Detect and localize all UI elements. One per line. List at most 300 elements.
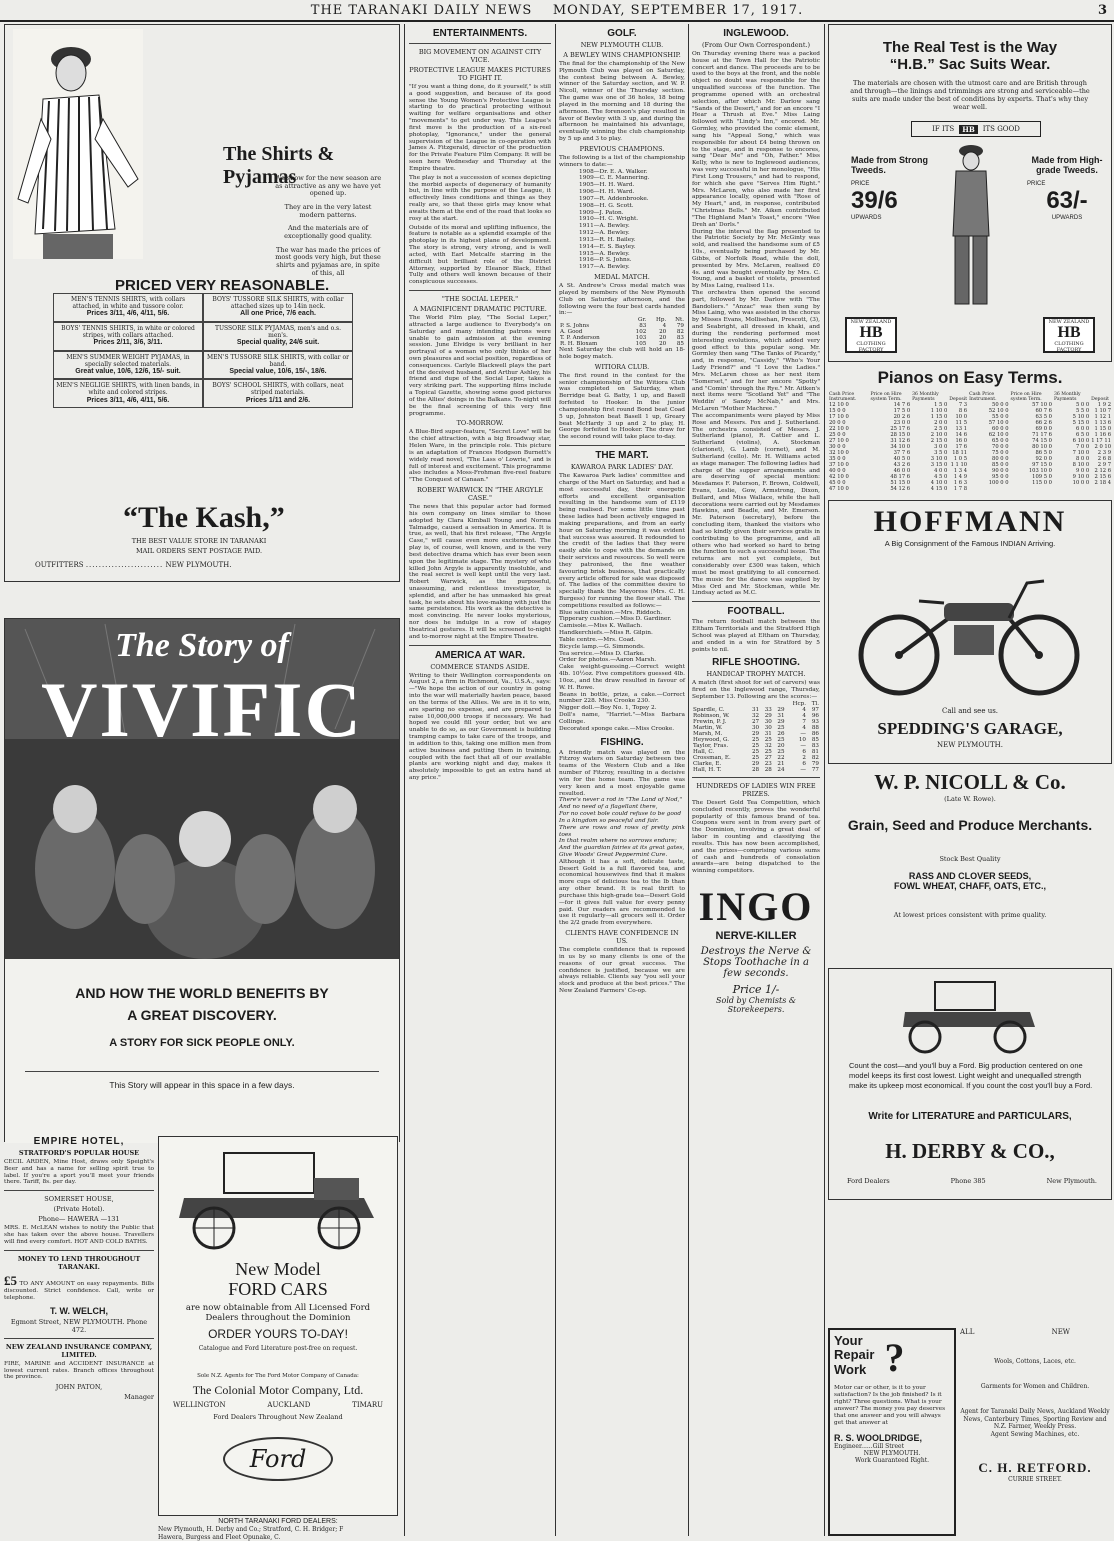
ent-para-2: The play is not a succession of scenes depicting the morbid aspects of degeneracy of humanity but, in line with the purpose of the League, it effectively lines conditions and things as they really are, so that these girls may know what awaits them at the end of the road that looks so rosy at the start. — [409, 174, 551, 222]
table-cell: 17 6 — [955, 444, 968, 450]
table-cell: 3 5 0 — [934, 450, 948, 456]
table-cell: 6 10 0 — [1072, 438, 1090, 444]
inglewood-title: INGLEWOOD. — [723, 28, 789, 39]
ladies-prizes-para: The Desert Gold Tea Competition, which concluded recently, proves the wonderful popularity of this famous brand of tea. Coupons were sent in from every part of the Dominion, involving a great deal of labor in counting and classifying the results. This has now been accomplished, and the prizes—comprising various sums of cash and hundreds of consolation awards—are being dispatched to the winning competitors. — [692, 799, 820, 875]
table-cell: 26 — [777, 730, 785, 737]
ent-heading-4: A MAGNIFICENT DRAMATIC PICTURE. — [413, 305, 547, 314]
table-cell: 28 15 0 — [890, 432, 911, 438]
inglewood-para-1: On Thursday evening there was a packed house at the Town Hall for the Patriotic concert and dance. The proceeds are to be used to the boys at the front, and the noble object no doubt was responsible for the unqualified success of the function. The programme opened with an orchestral selection, after which Mr. Darlow sang "Sands of the Desert," and for an encore "I Hear a Thrush at Eve." Miss Laing followed with "Lindy's Inn," encored. Mr. Gormley, who provided the comic element, sang his "Appeal Song," which was responsible for about £4 being thrown on to the stage, and in response to encores, sang "Dear Me" and "Oh, Father." Miss Kelly, who is new to Inglewood audiences, was very successful in her monologue, "His First Long Trousers," and had to respond, for which she gave "Serves Him Right." Mrs. McLaren, who also made her first appearance locally, opened with "Rose of My Heart," and, in response, contributed "Christmas Bells." Mr. Aiken contributed "The Highland Man's Toast," encore "Wee Dreh an' Dorls." — [692, 51, 820, 228]
suited-man-illustration — [941, 141, 1001, 311]
hb-badge-right — [1043, 317, 1095, 353]
table-cell: 17 5 0 — [893, 408, 911, 414]
nicoll-title: W. P. NICOLL & Co. — [874, 770, 1066, 794]
table-cell: Clarke, E. — [693, 760, 722, 767]
kash-item — [53, 293, 203, 322]
table-cell: 5 15 0 — [1072, 420, 1090, 426]
table-cell: 4 — [662, 323, 667, 330]
table-cell: 6 — [802, 760, 806, 767]
table-cell: Spardle, C. — [693, 706, 725, 713]
table-cell: 100 0 0 — [988, 480, 1009, 486]
table-cell: 80 0 0 — [992, 456, 1009, 462]
derby-dealers: Ford Dealers — [847, 1177, 890, 1185]
table-cell: 27 — [751, 718, 760, 725]
champion-entry: 1912—A. Bewley. — [579, 230, 630, 237]
item-price: Great value, 10/6, 12/6, 15/- suit. — [75, 367, 181, 375]
hb-right-price-label: PRICE — [1027, 181, 1046, 187]
retford-ad — [960, 1328, 1110, 1536]
table-cell: 31 12 6 — [890, 438, 911, 444]
ford-dealers — [158, 1518, 398, 1541]
item-desc: MEN'S SUMMER WEIGHT PYJAMAS, in specially selected materials. — [66, 353, 190, 368]
ent-heading-3: "THE SOCIAL LEPER." — [441, 295, 519, 304]
kash-footer: OUTFITTERS ........................ NEW PLYMOUTH. — [35, 561, 232, 569]
kash-item — [203, 351, 353, 380]
repair-ad — [828, 1328, 956, 1536]
retford-name: C. H. RETFORD. — [978, 1459, 1092, 1475]
table-cell: 2 12 6 — [1094, 468, 1111, 474]
derby-body: Count the cost—and you'll buy a Ford. Big production centered on one model keeps its first cost lowest. Light weight and unequalled strength make its upkeep most economical. If you count the cost you'll buy a Ford. — [849, 1061, 1093, 1090]
table-cell: 25 — [777, 724, 785, 731]
table-cell: 25 — [751, 736, 760, 743]
football-para: The return football match between the Eltham Territorials and the Stratford High School was played at Eltham on Thursday, and ended in a win for Stratford by 5 points to nil. — [692, 619, 820, 653]
kash-intro-4: The war has made the prices of most goods very high, but these shirts and pyjamas are, in spite of this, all — [275, 245, 381, 277]
ent-para-1: "If you want a thing done, do it yourself," is still a good suggestion, and because of its good sense the Young Women's Protective League is starting to do practical protecting without waiting for welfare organisations and other "movements" to get under way. This League's first move is the production of a six-reel photoplay, "Ignorance," under the general supervision of the League in co-operation with James A. Fitzgerald, director of the production for the Private Feature Film Company. It will be seen here Wednesday and Thursday at the Empire theatre. — [409, 84, 551, 172]
table-cell: 40 5 0 — [893, 456, 911, 462]
clients-heading: CLIENTS HAVE CONFIDENCE IN US. — [565, 929, 679, 946]
derby-ford-ad — [828, 968, 1112, 1200]
divider — [409, 43, 551, 44]
table-cell: 1 13 6 — [1094, 420, 1111, 426]
table-cell: 27 10 0 — [829, 438, 849, 444]
ford-car-illustration — [164, 1143, 394, 1253]
table-cell: 69 0 0 — [1035, 426, 1052, 432]
table-cell: 31 — [764, 730, 772, 737]
table-header-cell: 36 Monthly Payments — [1053, 392, 1081, 402]
derby-name: H. DERBY & CO., — [885, 1139, 1055, 1163]
table-cell: Taylor, Fras. — [693, 742, 729, 749]
poem-line: There are rows and rows of pretty pink toes — [559, 824, 685, 838]
derby-write: Write for LITERATURE and PARTICULARS, — [868, 1111, 1072, 1122]
ford-company: The Colonial Motor Company, Ltd. — [192, 1383, 364, 1397]
divider — [559, 445, 685, 446]
somerset-phone: Phone— HAWERA —131 — [38, 1215, 120, 1224]
kash-town: NEW PLYMOUTH. — [165, 561, 232, 569]
table-cell: — — [800, 730, 806, 737]
ladies-prizes-heading: HUNDREDS OF LADIES WIN FREE PRIZES. — [696, 781, 816, 798]
hb-badge-top: NEW ZEALAND — [850, 319, 892, 325]
nicoll-sub: (Late W. Rowe). — [944, 795, 996, 803]
piano-row — [828, 486, 1112, 492]
table-cell: 23 0 0 — [893, 420, 911, 426]
table-cell: 1 1 10 — [950, 462, 968, 468]
divider — [4, 1250, 154, 1251]
inglewood-para-4: The accompaniments were played by Miss Rose and Messrs. Fox and J. Sutherland. The orchestra consisted of Messrs. J. Sutherland (piano), R. Cattier and L. Sutherland (violins), A. Stockman (clarionet), G. Lamb (cornet), and M. Sutherland (cello). Mr. H. Williams acted as stage manager. The following ladies had charge of the supper arrangements and are deserving of special mention: Mesdames F. Paterson, F. Brown, Coldwell, Evans, Leslie, Gow, Armstrong, Dixon, Bullard, and Miss Wallace, while the hall decorations were carried out by Mesdames Hawkins, and Beadle, and Mr. Emerson. Mr. Paterson (secretary), before the concluding item, thanked the visitors who had so kindly given their services gratis in contributing to the programme, and all others who had worked so hard to bring the function to such a successful issue. The returns are not yet complete, but considerably over £300 was taken, which must be most gratifying to all concerned. The music for the dance was supplied by Miss Ord and Mr. Stockman, while Mr. Lindsay acted as M.C. — [692, 412, 820, 597]
golf-medal-heading: MEDAL MATCH. — [594, 273, 650, 282]
motorcycle-illustration — [849, 563, 1089, 703]
divider — [4, 1190, 154, 1191]
ford-l3: are now obtainable from All Licensed Ford Dealers throughout the Dominion — [185, 1303, 371, 1323]
nicoll-line-2: FOWL WHEAT, CHAFF, OATS, ETC., — [894, 881, 1046, 891]
golf-para-3: A St. Andrew's Cross medal match was played by members of the New Plymouth Club on Saturday afternoon, and the following were the four best cards handed in:— — [559, 283, 685, 317]
mart-para-2: Although it has a soft, delicate taste, Desert Gold is a full flavored tea, and economical housewives find that it makes more cups of delicious tea to the lb than any other brand. It is real thrift to purchase this high-grade tea—Desert Gold—for it gives full value for every penny paid. Our readers are recommended to use it regularly—all grocers sell it. Order the 2/2 grade from everywhere. — [559, 858, 685, 927]
item-desc: BOYS' TUSSORE SILK SHIRTS, with collar attached sizes up to 14in neck. — [212, 296, 344, 311]
table-cell: 10 0 — [955, 414, 968, 420]
table-cell: 52 10 0 — [988, 408, 1009, 414]
champion-entry: 1910—H. C. Wright. — [579, 216, 639, 223]
table-cell: 37 7 6 — [893, 450, 911, 456]
money-amount: £5 — [4, 1272, 17, 1288]
ent-heading-2: PROTECTIVE LEAGUE MAKES PICTURES TO FIGHT IT. — [409, 66, 551, 82]
derby-town: New Plymouth. — [1046, 1177, 1097, 1185]
table-cell: 34 10 0 — [890, 444, 911, 450]
poem-line: In that realm where no sorrows endure; — [559, 838, 677, 845]
table-cell: 54 12 6 — [890, 486, 911, 492]
score-row — [692, 737, 820, 743]
ford-dealers-title: NORTH TARANAKI FORD DEALERS: — [218, 1518, 338, 1525]
table-cell: 1 3 4 — [953, 468, 968, 474]
retford-line-4: Agent Sewing Machines, etc. — [990, 1430, 1080, 1438]
table-cell: 65 0 0 — [992, 438, 1009, 444]
table-cell: 11 5 — [955, 420, 968, 426]
hb-right-block — [1027, 155, 1107, 221]
table-header-cell: Price on Hire system Term. — [1010, 392, 1042, 402]
table-cell: 5 10 0 — [1072, 414, 1090, 420]
table-cell: 29 — [751, 730, 760, 737]
table-cell: 18 11 — [952, 450, 968, 456]
column-ads-left — [4, 24, 400, 1541]
champion-entry: 1917—A. Bewley. — [579, 264, 630, 271]
champion-entry: 1907—R. Addenbrooke. — [579, 195, 649, 202]
table-cell: 3 0 0 — [934, 444, 948, 450]
golf-para-1: The final for the championship of the New Plymouth Club was played on Saturday, the contest being between A. Bewley, winner of the Saturday section, and W. P. Nicoll, winner of the Thursday section. The game was one of 36 holes, 18 being played in the morning and 18 during the afternoon. The forenoon's play resulted in favor of Bewley with 3 up, and during the afternoon he maintained his advantage, eventually winning the club championship by 5 up and 3 to play. — [559, 61, 685, 143]
champion-entry: 1909—C. E. Mannering. — [579, 175, 650, 182]
table-cell: 2 — [802, 754, 806, 761]
table-cell: Hall, H. T. — [693, 766, 722, 773]
table-cell: Hall, C. — [693, 748, 715, 755]
kash-intro-1: We show for the new season are as attractive as any we have yet opened up. — [274, 174, 382, 198]
derby-phone: Phone 385 — [950, 1177, 986, 1185]
hb-right-made: Made from High-grade Tweeds. — [1031, 155, 1103, 175]
table-cell: Heywood, G. — [693, 736, 730, 743]
table-cell: 79 — [676, 323, 684, 330]
kash-title: The Shirts & Pyjamas — [223, 143, 335, 188]
table-cell: 10 0 0 — [1072, 480, 1090, 486]
table-cell: 7 0 0 — [1075, 444, 1090, 450]
table-cell: 2 10 0 — [930, 432, 948, 438]
kash-mail: MAIL ORDERS SENT POSTAGE PAID. — [135, 547, 263, 555]
column-rule — [688, 24, 689, 1536]
money-body: TO ANY AMOUNT on easy repayments. Bills discounted. Strict confidence. Call, write or telephone. — [4, 1280, 154, 1301]
score-row — [692, 767, 820, 773]
table-cell: 60 0 0 — [992, 426, 1009, 432]
kash-priced: PRICED VERY REASONABLE. — [115, 277, 330, 294]
table-header-cell: Hcp. — [792, 700, 806, 707]
table-cell: 46 0 0 — [893, 468, 911, 474]
table-cell: 93 — [811, 718, 819, 725]
empire-title: EMPIRE HOTEL, — [33, 1136, 125, 1147]
hb-badge-mid: HB — [1057, 324, 1081, 341]
table-cell: 28 — [764, 766, 772, 773]
golf-heading: A BEWLEY WINS CHAMPIONSHIP. — [563, 51, 681, 59]
table-cell: 63 5 0 — [1035, 414, 1052, 420]
table-cell: 25 — [764, 748, 772, 755]
ingo-line-2: Stops Toothache in a — [703, 956, 809, 968]
table-cell: 20 2 6 — [893, 414, 911, 420]
repair-title-2: Repair — [834, 1347, 875, 1363]
table-cell: 40 0 0 — [829, 468, 846, 474]
divider — [692, 601, 820, 602]
poem-line: And no need of a flagellant there, — [559, 804, 658, 811]
derby-footer — [847, 1177, 1097, 1185]
ingo-sold: Sold by Chemists & Storekeepers. — [716, 995, 796, 1014]
kash-ad — [4, 24, 400, 582]
table-cell: P. S. Johns — [560, 323, 590, 330]
table-cell: 86 5 0 — [1035, 450, 1052, 456]
competition-result: Cake weight-guessing.—Correct weight 4lb. 10½oz. Five competitors guessed 4lb. 10oz., and the draw resulted in favour of W. H. Rowe. — [559, 664, 685, 691]
poem-line: Give Woods' Great Peppermint Cure. — [559, 851, 668, 858]
ent-para-6: The news that this popular actor had formed his own company on lines similar to those adopted by Clara Kimball Young and Norma Talmadge, caused a sensation in America. It is true, as well, that his first release, "The Argyle Case," will cause even more excitement. The play is, of course, well known, and is the very best detective drama which has ever been seen upon the legitimate stage. The mystery of who killed John Argyle is apparently insoluble, and the real secret is well kept until the very last. Robert Warwick, as the purposeful, unassuming, and relentless investigator, is splendid, and after he has unmasked his great task, he sets about his love-making with just the same persistence. His work as the detective is most convincing. He never looks mysterious, nor does he indulge in a row of stagey theatrical gestures. It will be screened to-night and to-morrow night at the Empire Theatre. — [409, 504, 551, 640]
table-cell: 1 0 5 — [953, 456, 968, 462]
table-cell: 103 10 0 — [1028, 468, 1052, 474]
kash-intro-3: And the materials are of exceptionally good quality. — [284, 224, 372, 240]
table-cell: 83 — [639, 323, 647, 330]
retford-head — [960, 1328, 1110, 1336]
kash-item — [53, 379, 203, 408]
ford-logo — [223, 1437, 333, 1481]
hb-seal — [911, 121, 1041, 137]
repair-title-1: Your — [834, 1333, 863, 1348]
hb-body: The materials are chosen with the utmost care and are British through and through—the linings and trimmings are strong and serviceable—the suits are made under the best of conditions by experts. That's why they wear well. — [850, 79, 1090, 112]
golf-para-2: The following is a list of the championship winners to date:— — [559, 154, 685, 168]
hb-badge-top: NEW ZEALAND — [1048, 319, 1090, 325]
table-cell: 92 0 0 — [1035, 456, 1052, 462]
golf-club-2: WITIORA CLUB. — [594, 362, 650, 371]
nicoll-ad — [828, 770, 1112, 960]
table-cell: 30 — [764, 718, 772, 725]
table-header-cell: Price on Hire system Term. — [870, 392, 902, 402]
item-price: Prices 2/11, 3/6, 3/11. — [93, 339, 163, 347]
item-desc: MEN'S TENNIS SHIRTS, with collars attached, in white and tussore color. — [70, 296, 186, 311]
war-para: Writing to their Wellington correspondents on August 2, a firm in Richmond, Va., U.S.A., says:—"We hope the action of our country in going into the war will materially hasten peace, based on the terms of the Allies. We are in it to win, are sparing no expense, and are prepared to raise 10,000,000 troops if necessary. We had hoped we could fill your order, but we are unable to do so, as our Government is building tramping camps to take care of the troops, and in addition to this, taking one million men from active business and putting them in training, coupled with the fact that all of our available plants are working night and day, makes it absolutely impossible to get an extra hand at any price." — [409, 672, 551, 782]
score-row — [692, 743, 820, 749]
table-cell: 31 — [777, 712, 785, 719]
table-cell: 25 — [764, 736, 772, 743]
golf-medal-table — [559, 317, 685, 347]
golf-club: NEW PLYMOUTH CLUB. — [580, 41, 664, 49]
paper-name: THE TARANAKI DAILY NEWS — [310, 3, 533, 18]
war-title: AMERICA AT WAR. — [434, 649, 526, 661]
table-cell: 32 10 0 — [829, 450, 849, 456]
item-price: Prices 1/11 and 2/6. — [245, 396, 311, 404]
repair-body: Motor car or other, is it to your satisfaction? Is the job finished? Is it right? Three questions. What is your answer? The money you pay deserves that one answer and you will always get that answer at — [834, 1385, 946, 1426]
hb-right-upwards: UPWARDS — [1051, 215, 1083, 221]
golf-champions-heading: PREVIOUS CHAMPIONS. — [579, 144, 665, 153]
ford-l6: Sole N.Z. Agents for The Ford Motor Company of Canada: — [197, 1373, 359, 1379]
table-cell: 14 7 6 — [893, 402, 911, 408]
mart-para-1: The Kawaroa Park ladies' committee and charge of the Mart on Saturday, and had a most successful day, their energetic efforts and excellent organisation resulting in the handsome sum of £119 being realised. For some little time past these ladies had been actively engaged in making preparations, and from an early hour on Saturday morning it was evident that success was assured. It redounded to the credit of the ladies that they were easily able to cope with the demands on their services and resources. So well were they patronised, the fine weather favouring brisk business, that practically every article offered for sale was disposed of. The ladies of the committee desire to specially thank the Mayoress (Mrs. C. H. Burgess) for running the flower stall. The competitions resulted as follows:— — [559, 473, 685, 609]
football-title: FOOTBALL. — [727, 606, 785, 618]
item-desc: MEN'S NEGLIGE SHIRTS, with linen bands, in white and colored stripes. — [56, 382, 200, 397]
table-cell: R. H. Bloxam — [560, 341, 598, 348]
poem-line: There's never a rod in "The Land of Nod," — [559, 797, 683, 804]
somerset-sub: (Private Hotel). — [53, 1205, 105, 1214]
score-row — [692, 731, 820, 737]
table-cell: 9 0 0 — [1075, 468, 1090, 474]
table-header-cell: Gr. — [638, 317, 647, 324]
table-cell: 4 — [802, 706, 806, 713]
table-cell: 8 6 — [958, 408, 968, 414]
page-number: 3 — [1097, 3, 1108, 18]
vivific-line-1: AND HOW THE WORLD BENEFITS BY — [75, 985, 329, 1001]
table-cell: 25 — [777, 736, 785, 743]
table-header-cell: Cash Price Instrument. — [969, 392, 997, 402]
table-cell: 60 7 6 — [1035, 408, 1052, 414]
table-cell: 20 — [659, 341, 667, 348]
table-cell: 15 0 0 — [829, 408, 846, 414]
table-cell: 20 0 0 — [829, 420, 846, 426]
repair-question-mark: ? — [884, 1335, 905, 1380]
table-cell: Frewin, P. J. — [693, 718, 727, 725]
competition-result: Bicycle lamp.—G. Simmonds. — [559, 643, 645, 650]
table-cell: 50 0 0 — [992, 402, 1009, 408]
insurance-body: FIRE, MARINE and ACCIDENT INSURANCE at lowest current rates. Branch offices throughout the province. — [4, 1360, 154, 1381]
table-cell: T. P. Anderson — [560, 335, 600, 342]
vivific-subtitle: The Story of — [115, 627, 289, 664]
table-cell: 21 — [777, 760, 785, 767]
table-cell: 115 0 0 — [1032, 480, 1052, 486]
table-cell: 2 15 0 — [930, 438, 948, 444]
competition-result: Tea service.—Miss D. Clarke. — [559, 650, 645, 657]
kash-item — [53, 322, 203, 351]
table-cell: 45 0 0 — [829, 480, 846, 486]
competition-result: Beans in bottle, prize, a cake.—Correct number 228. Miss Crooke 230. — [559, 691, 685, 705]
item-desc: BOYS' TENNIS SHIRTS, in white or colored stripes, with collars attached. — [61, 324, 195, 339]
ent-para-5: A Blue-Bird super-feature, "Secret Love" will be the chief attraction, with a big Broadway star, Helen Ware, in the principle role. This picture is an adaptation of Frances Hodgson Burnett's widely read novel, "The Lass o' Lowrie," and is full of interest and excitement. This programme also includes a Moss-Frohman five-reel feature "The Conquest of Canaan." — [409, 429, 551, 484]
kash-store-name: “The Kash,” — [123, 501, 285, 534]
ford-cities — [173, 1401, 383, 1409]
table-cell: 27 — [764, 754, 772, 761]
champion-entry: 1914—E. S. Bayley. — [579, 243, 636, 250]
nicoll-line: Grain, Seed and Produce Merchants. — [847, 817, 1093, 833]
column-rule — [404, 24, 405, 1536]
repair-head — [834, 1334, 950, 1381]
fishing-para: A friendly match was played on the Fitzroy waters on Saturday between two teams of the Western Club and a like number of Fitzroy, resulting in a decisive win for the home team. The game was very keen and a most enjoyable game resulted. — [559, 749, 685, 797]
ent-para-4: The World Film play, "The Social Leper," attracted a large audience to Everybody's on Saturday and many intending patrons were unable to gain admission at the evening session. June Elvidge is very brilliant in her portrayal of a woman who only thinks of her own pleasures and social position, regardless of consequences. Carlyle Blackwell plays the part of the deceived husband, and Arthur Ashley, his friend and dupe of the Social Leper, takes a very striking part. The supporting films include a Topical Gazette, showing some good pictures of the Allies' doings in the Balkans. To-night will be the final screening of this very fine programme. — [409, 315, 552, 417]
divider — [25, 1071, 379, 1072]
table-cell: 1 17 11 — [1091, 438, 1111, 444]
repair-title — [834, 1334, 874, 1381]
column-golf-mart — [559, 24, 685, 1536]
table-cell: 7 10 0 — [1072, 450, 1090, 456]
table-cell: 4 15 0 — [930, 486, 948, 492]
competition-result: Doll's name, "Harriet."—Miss Barbara Collinge. — [559, 712, 685, 725]
column-ads-right — [828, 24, 1112, 1536]
table-cell: 66 2 6 — [1035, 420, 1052, 426]
table-cell: 75 0 0 — [992, 450, 1009, 456]
table-header-cell: 36 Monthly Payments — [912, 392, 939, 402]
table-cell — [1053, 486, 1090, 492]
issue-date: MONDAY, SEPTEMBER 17, 1917. — [552, 3, 804, 18]
table-cell: 82 — [811, 754, 819, 761]
kash-item — [203, 322, 353, 351]
table-cell: A. Good — [560, 329, 583, 336]
table-cell: 4 — [802, 712, 806, 719]
table-cell: 29 — [764, 712, 772, 719]
table-cell: 31 — [751, 706, 760, 713]
table-cell: 29 — [777, 706, 785, 713]
retford-line-1: Wools, Cottons, Laces, etc. — [994, 1358, 1076, 1365]
masthead — [0, 0, 1114, 22]
hoffmann-sub: A Big Consignment of the Famous INDIAN Arriving. — [884, 539, 1056, 548]
table-cell: 97 15 0 — [1032, 462, 1052, 468]
table-cell: 25 17 6 — [890, 426, 911, 432]
table-cell: 9 10 0 — [1072, 474, 1090, 480]
table-cell: 1 6 3 — [953, 480, 968, 486]
table-cell: 20 — [777, 742, 785, 749]
table-cell: 2 0 0 — [934, 420, 948, 426]
table-cell: 12 10 0 — [829, 402, 849, 408]
item-price: Special quality, 24/6 suit. — [236, 339, 320, 347]
retford-line-3: Agent for Taranaki Daily News, Auckland Weekly News, Canterbury Times, Sporting Review and N.Z. Farmer, Weekly Press. — [960, 1408, 1110, 1430]
nicoll-quality: Stock Best Quality — [939, 855, 1001, 863]
competition-result: Camisole.—Miss K. Wallach. — [559, 623, 643, 630]
table-cell: 86 — [811, 730, 819, 737]
golf-para-5: The first round in the contest for the senior championship of the Witiora Club was completed on Saturday, when Berridge beat G. Batty, 1 up, and Basell forfeited to Hooker. In the junior championship first round Bond beat Coad 5 up, Johnston beat Basell 1 up, Greary beat McHardy 3 up and 2 to play, H. George forfeited to Hooker. The draw for the second round will take place to-day. — [559, 372, 685, 441]
table-cell: 24 — [777, 766, 785, 773]
table-cell: 74 15 0 — [1032, 438, 1052, 444]
table-cell: — — [800, 766, 806, 773]
column-rule — [555, 24, 556, 1536]
item-price: Special value, 10/6, 15/-, 18/6. — [229, 367, 327, 375]
table-cell: 57 10 0 — [988, 420, 1009, 426]
table-header-cell: Tl. — [811, 700, 819, 707]
ingo-line-1: Destroys the Nerve & — [700, 945, 812, 957]
table-cell: Robinson, W. — [693, 712, 730, 719]
table-cell: 22 — [777, 754, 785, 761]
nicoll-line-1: RASS AND CLOVER SEEDS, — [908, 871, 1032, 881]
hoffmann-title: HOFFMANN — [873, 505, 1067, 538]
money-name: T. W. WELCH, — [50, 1305, 108, 1316]
hb-badge-left — [845, 317, 897, 353]
somerset-body: MRS. E. McLEAN wishes to notify the Public that she has taken over the above house. Travellers will find every comfort. HOT AND COLD BATHS. — [4, 1225, 154, 1245]
divider — [409, 645, 551, 646]
champion-entry: 1915—A. Bewley. — [579, 250, 630, 257]
repair-title-3: Work — [834, 1361, 867, 1377]
ingo-name: INGO — [698, 883, 814, 929]
ford-l7: Ford Dealers Throughout New Zealand — [213, 1413, 343, 1421]
table-cell: 82 — [676, 329, 684, 336]
peppermint-poem — [559, 797, 685, 858]
table-cell: 90 0 0 — [992, 468, 1009, 474]
insurance-agent: JOHN PATON, — [55, 1383, 103, 1392]
inglewood-para-3: The orchestra then opened the second part, followed by Mr. Darlow with "The Bandoliers." "Anzac" was then sung by Miss Laing, who was assisted in the chorus by Misses Evans, Mollisehan, Prescott, (3), and Seabright, all dressed in khaki, and during the rendering performed most interesting evolutions, which added very good effect to this popular song. Mr. Gormley then sang "The Tanks of Picardy," and, in response, "Cassidy," "Who's Your Lady Friend?" and "I Love the Ladies." Mrs. McLaren chose as her next item "Somerset," and for her encore "Spotty" and "Comin' through the Rye." Mr. Aitken's next items were "Scotland Yet" and "The Weddin' o' Sandy McNab," and Mrs. McLaren "Mother Machree." — [692, 289, 820, 413]
kash-price-grid — [53, 293, 353, 408]
rifle-score-table — [692, 701, 820, 773]
table-cell: 37 10 0 — [829, 462, 849, 468]
insurance-role: Manager — [124, 1393, 154, 1402]
table-cell: 4 5 0 — [934, 474, 948, 480]
table-header-cell: Deposit — [1091, 397, 1109, 402]
hoffmann-garage: SPEDDING'S GARAGE, — [877, 719, 1063, 738]
somerset-title: SOMERSET HOUSE, — [44, 1195, 114, 1204]
item-desc: BOYS' SCHOOL SHIRTS, with collars, neat striped materials. — [212, 382, 344, 397]
rifle-sub: HANDICAP TROPHY MATCH. — [706, 670, 806, 679]
mart-results — [559, 610, 685, 733]
war-heading: COMMERCE STANDS ASIDE. — [430, 662, 530, 671]
kash-item — [203, 293, 353, 322]
table-cell: 1 15 0 — [1094, 426, 1111, 432]
table-header-cell: Deposit — [949, 397, 968, 402]
